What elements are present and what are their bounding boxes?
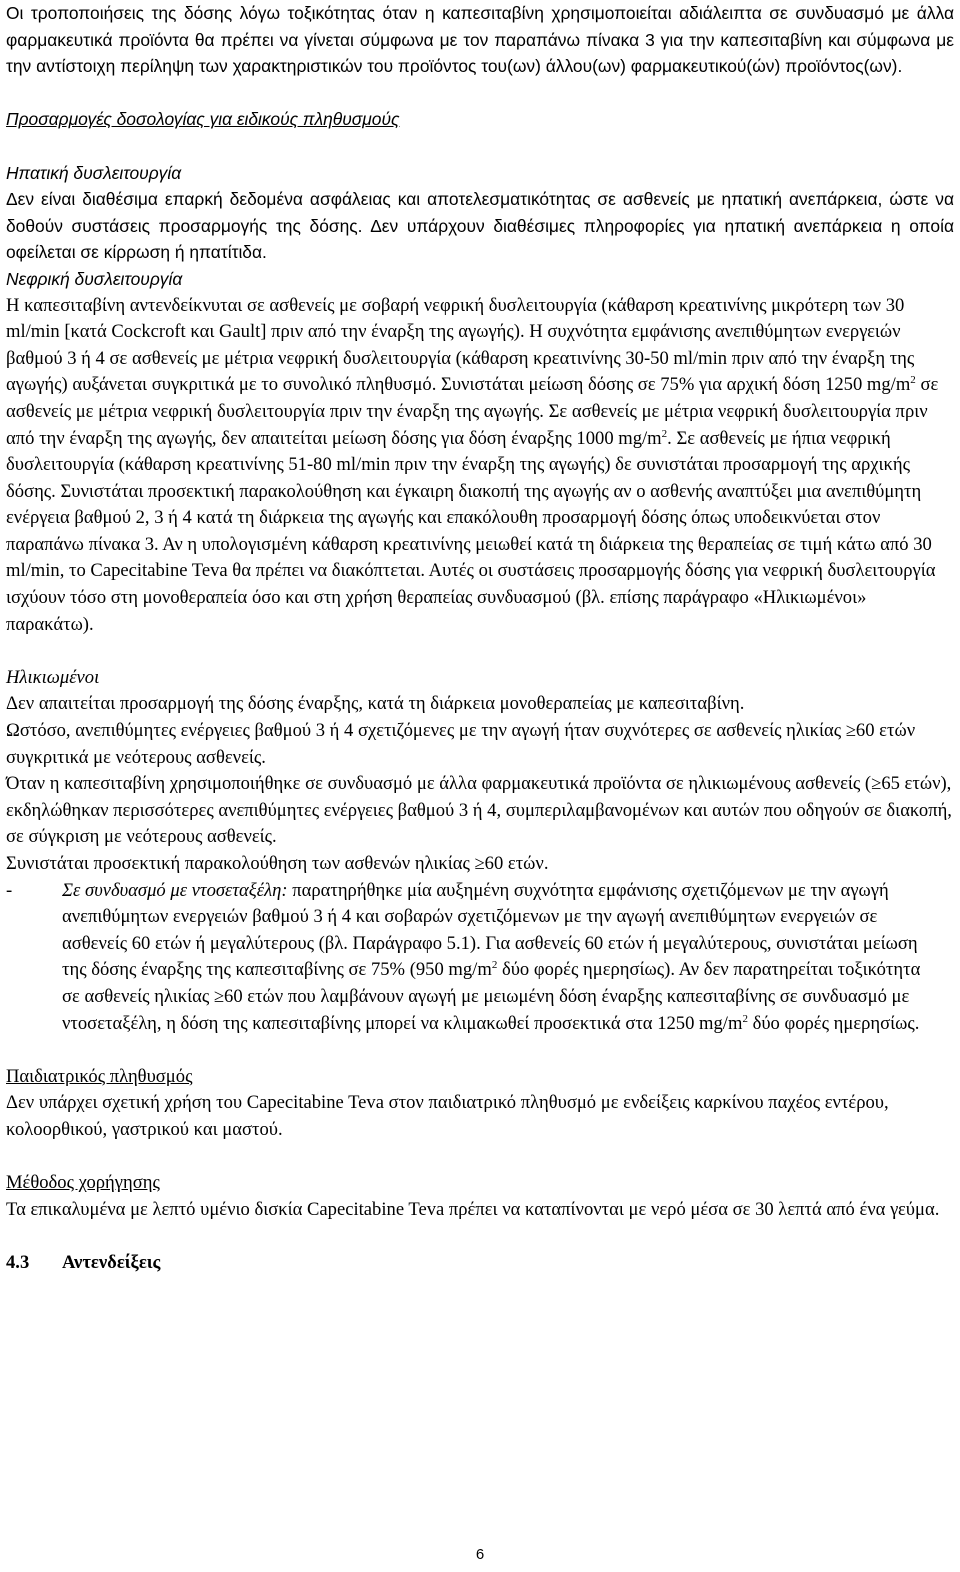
docetaxel-list-item xyxy=(6,878,954,1038)
docetaxel-text-part1: παρατηρήθηκε μία αυξημένη συχνότητα εμφάνισης σχετιζόμενων με την αγωγή ανεπιθύμητων ενεργειών βαθμού 3 ή 4 και σοβαρών σχετιζόμενων με την αγωγή ανεπιθύμητων ενεργειών σε ασθενείς 60 ετών ή μεγαλύτερους (βλ. Παράγραφο 5.1). Για ασθενείς 60 ετών ή μεγαλύτερους, συνιστάται μείωση της δόσης έναρξης της καπεσιταβίνης σε 75% (950 mg/m xyxy=(62,879,918,981)
renal-superscript-2: 2 xyxy=(661,427,668,440)
elderly-text-1: Δεν απαιτείται προσαρμογή της δόσης έναρξης, κατά τη διάρκεια μονοθεραπείας με καπεσιταβίνη. xyxy=(6,693,745,715)
paediatric-text: Δεν υπάρχει σχετική χρήση του Capecitabine Teva στον παιδιατρικό πληθυσμό με ενδείξεις καρκίνου παχέος εντέρου, κολοορθικού, γαστρικού και μαστού. xyxy=(6,1092,889,1140)
section-title: Αντενδείξεις xyxy=(62,1251,161,1273)
renal-text xyxy=(6,293,954,639)
list-dash: - xyxy=(6,879,13,901)
renal-text-part1: Η καπεσιταβίνη αντενδείκνυται σε ασθενείς με σοβαρή νεφρική δυσλειτουργία (κάθαρση κρεατινίνης μικρότερη των 30 ml/min [κατά Cockcroft και Gault] πριν από την έναρξη της αγωγής). Η συχνότητα εμφάνισης ανεπιθύμητων ενεργειών βαθμού 3 ή 4 σε ασθενείς με μέτρια νεφρική δυσλειτουργία (κάθαρση κρεατινίνης 30-50 ml/min πριν από την έναρξη της αγωγής) αυξάνεται συγκριτικά με το συνολικό πληθυσμό. Συνιστάται μείωση δόσης σε 75% για αρχική δόση 1250 mg/m xyxy=(6,294,915,396)
section-number: 4.3 xyxy=(6,1251,30,1273)
docetaxel-lead: Σε συνδυασμό με ντοσεταξέλη: xyxy=(62,879,288,901)
elderly-heading: Ηλικιωμένοι xyxy=(6,666,100,688)
renal-heading: Νεφρική δυσλειτουργία xyxy=(6,268,183,289)
renal-superscript-1: 2 xyxy=(910,374,916,387)
paediatric-heading: Παιδιατρικός πληθυσμός xyxy=(6,1065,193,1087)
elderly-text-3: Όταν η καπεσιταβίνη χρησιμοποιήθηκε σε συνδυασμό με άλλα φαρμακευτικά προϊόντα σε ηλικιωμένους ασθενείς (≥65 ετών), εκδηλώθηκαν περισσότερες ανεπιθύμητες ενέργειες βαθμού 3 ή 4, συμπεριλαμβανομένων και αυτών που οδηγούν σε διακοπή, σε σύγκριση με νεότερους ασθενείς. xyxy=(6,773,952,848)
section-heading xyxy=(6,1250,954,1277)
elderly-text-4: Συνιστάται προσεκτική παρακολούθηση των ασθενών ηλικίας ≥60 ετών. xyxy=(6,853,549,874)
intro-paragraph: Οι τροποποιήσεις της δόσης λόγω τοξικότητας όταν η καπεσιταβίνη χρησιμοποιείται αδιάλειπτα σε συνδυασμό με άλλα φαρμακευτικά προϊόντα θα πρέπει να γίνεται σύμφωνα με τον παραπάνω πίνακα 3 για την καπεσιταβίνη και σύμφωνα με την αντίστοιχη περίληψη των χαρακτηριστικών του προϊόντος του(ων) άλλου(ων) φαρμακευτικού(ών) προϊόντος(ων). xyxy=(6,3,954,77)
page-number: 6 xyxy=(475,1546,485,1563)
docetaxel-text xyxy=(62,878,954,1038)
docetaxel-superscript-1: 2 xyxy=(491,959,498,972)
renal-text-part3: . Σε ασθενείς με ήπια νεφρική δυσλειτουργία (κάθαρση κρεατινίνης 51-80 ml/min πριν την έναρξη της αγωγής) δε συνιστάται προσαρμογή της αρχικής δόσης. Συνιστάται προσεκτική παρακολούθηση και έγκαιρη διακοπή της αγωγής αν ο ασθενής αναπτύξει μια ανεπιθύμητη ενέργεια βαθμού 2, 3 ή 4 κατά τη διάρκεια της αγωγής και επακόλουθη προσαρμογή δόσης όπως υποδεικνύεται στον παραπάνω πίνακα 3. Αν η υπολογισμένη κάθαρση κρεατινίνης μειωθεί κατά τη διάρκεια της θεραπείας σε τιμή κάτω από 30 ml/min, το Capecitabine Teva θα πρέπει να διακόπτεται. Αυτές οι συστάσεις προσαρμογής δόσης για νεφρική δυσλειτουργία ισχύουν τόσο στη μονοθεραπεία όσο και στη χρήση θεραπείας συνδυασμού (βλ. επίσης παράγραφο «Ηλικιωμένοι» παρακάτω). xyxy=(6,427,936,635)
hepatic-text: Δεν είναι διαθέσιμα επαρκή δεδομένα ασφάλειας και αποτελεσματικότητας σε ασθενείς με ηπατική ανεπάρκεια, ώστε να δοθούν συστάσεις προσαρμογής της δόσης. Δεν υπάρχουν διαθέσιμες πληροφορίες για ηπατική ανεπάρκεια η οποία οφείλεται σε κίρρωση ή ηπατίτιδα. xyxy=(6,189,954,263)
renal-text-part2: σε ασθενείς με μέτρια νεφρική δυσλειτουργία πριν την έναρξη της αγωγής. Σε ασθενείς με μέτρια νεφρική δυσλειτουργία πριν από την έναρξη της αγωγής, δεν απαιτείται μείωση δόσης για δόση έναρξης 1000 mg/m xyxy=(6,374,939,449)
document-page xyxy=(6,0,954,1277)
special-populations-heading: Προσαρμογές δοσολογίας για ειδικούς πληθυσμούς xyxy=(6,109,400,130)
administration-text: Τα επικαλυμένα με λεπτό υμένιο δισκία Capecitabine Teva πρέπει να καταπίνονται με νερό μέσα σε 30 λεπτά από ένα γεύμα. xyxy=(6,1198,940,1220)
elderly-text-2: Ωστόσο, ανεπιθύμητες ενέργειες βαθμού 3 ή 4 σχετιζόμενες με την αγωγή ήταν συχνότερες σε ασθενείς ηλικίας ≥60 ετών συγκριτικά με νεότερους ασθενείς. xyxy=(6,720,916,768)
docetaxel-text-part2: δύο φορές ημερησίως). Αν δεν παρατηρείται τοξικότητα σε ασθενείς ηλικίας ≥60 ετών που λαμβάνουν αγωγή με μειωμένη δόση έναρξης καπεσιταβίνης σε συνδυασμό με ντοσεταξέλη, η δόση της καπεσιταβίνης μπορεί να κλιμακωθεί προσεκτικά στα 1250 mg/m xyxy=(62,959,921,1034)
administration-heading: Μέθοδος χορήγησης xyxy=(6,1172,160,1194)
docetaxel-text-part3: δύο φορές ημερησίως. xyxy=(747,1012,920,1034)
docetaxel-superscript-2: 2 xyxy=(742,1012,748,1025)
hepatic-heading: Ηπατική δυσλειτουργία xyxy=(6,162,182,183)
